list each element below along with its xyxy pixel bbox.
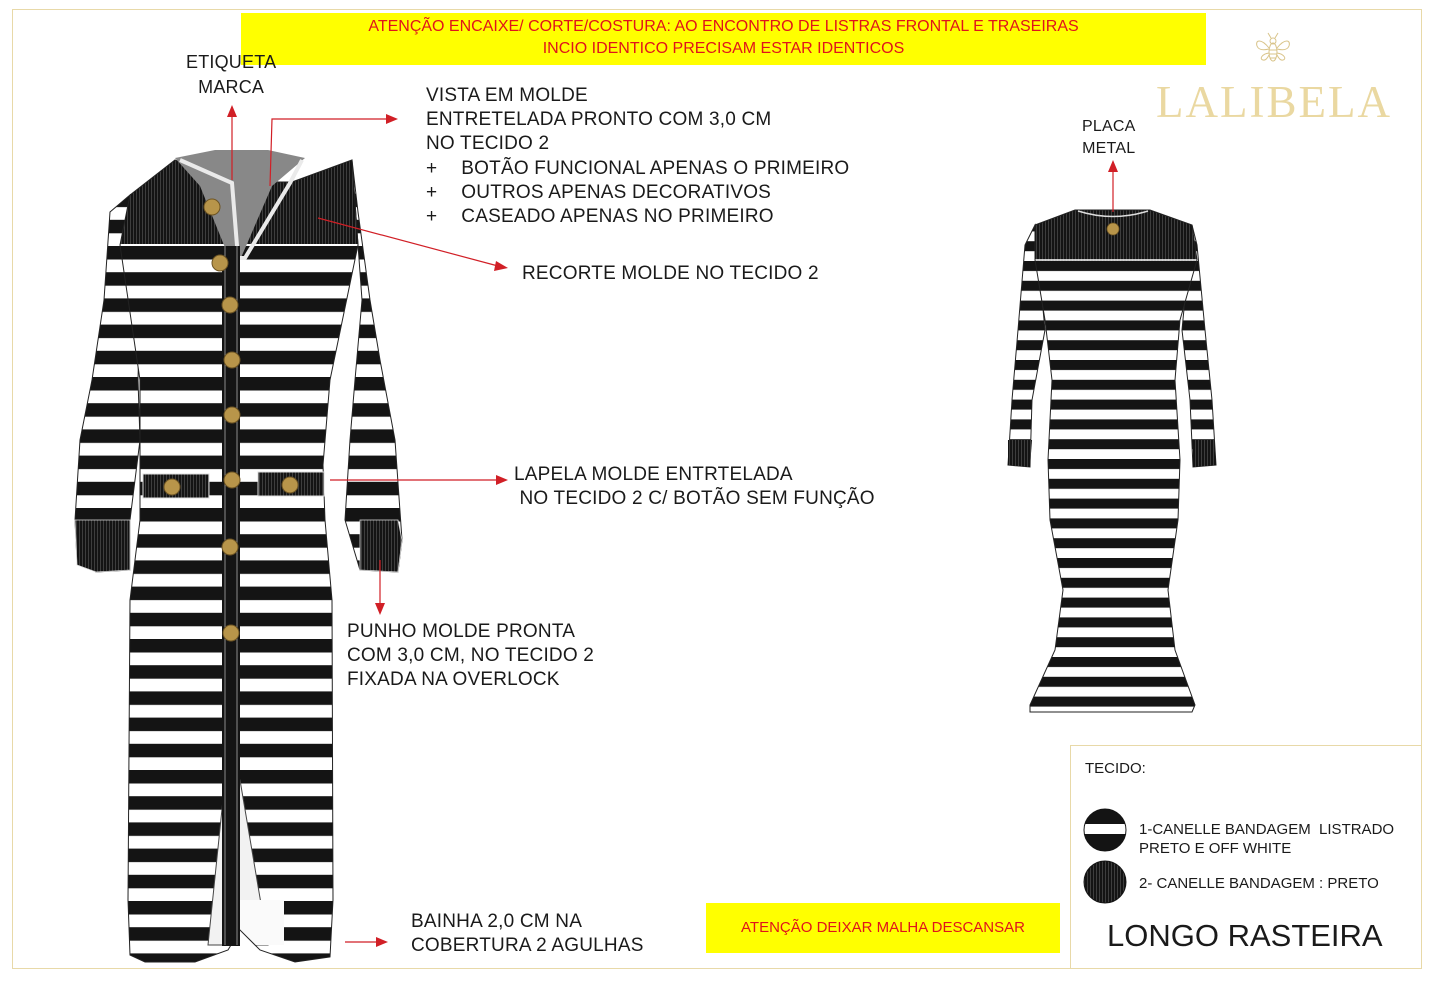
button (164, 479, 180, 495)
note-item (426, 205, 849, 229)
vista-label (426, 84, 771, 156)
punho-line-2: COM 3,0 CM, NO TECIDO 2 (347, 645, 595, 666)
bullet-mark: + (426, 206, 438, 227)
etiqueta-line-2: MARCA (198, 77, 265, 97)
placa-line-1: PLACA (1082, 118, 1136, 135)
striped-fabric-swatch-icon (1083, 808, 1127, 852)
vista-line-3: NO TECIDO 2 (426, 133, 550, 154)
vista-line-1: VISTA EM MOLDE (426, 85, 588, 106)
note-text: CASEADO APENAS NO PRIMEIRO (461, 206, 774, 227)
legend-title: TECIDO: (1085, 760, 1146, 777)
button (204, 199, 220, 215)
recorte-label: RECORTE MOLDE NO TECIDO 2 (522, 263, 819, 284)
black-rib-fabric-swatch-icon (1083, 860, 1127, 904)
lapela-line-2: NO TECIDO 2 C/ BOTÃO SEM FUNÇÃO (514, 488, 875, 509)
banner-line-2: INCIO IDENTICO PRECISAM ESTAR IDENTICOS (542, 40, 905, 57)
banner-line-1: ATENÇÃO ENCAIXE/ CORTE/COSTURA: AO ENCONTRO DE LISTRAS FRONTAL E TRASEIRAS (368, 18, 1079, 35)
button (282, 477, 298, 493)
button (222, 539, 238, 555)
style-name: LONGO RASTEIRA (1107, 918, 1383, 953)
vista-line-2: ENTRETELADA PRONTO COM 3,0 CM (426, 109, 772, 130)
left-cuff (75, 520, 130, 572)
bainha-line-2: COBERTURA 2 AGULHAS (411, 935, 644, 956)
placa-line-2: METAL (1082, 140, 1136, 157)
note-text: OUTROS APENAS DECORATIVOS (461, 182, 772, 203)
button (224, 472, 240, 488)
legend-item-1-line-2: PRETO E OFF WHITE (1139, 840, 1292, 857)
legend-item-1-line-1: 1-CANELLE BANDAGEM LISTRADO (1139, 821, 1395, 838)
etiqueta-marca-label (186, 50, 276, 100)
brand-logo-text: LALIBELA (1156, 77, 1392, 127)
metal-plate-bee (1107, 223, 1119, 235)
right-cuff (360, 520, 402, 572)
button-notes (426, 157, 849, 229)
bullet-mark: + (426, 158, 438, 179)
punho-label (347, 620, 594, 692)
bainha-label (411, 910, 644, 958)
legend-item-2-line-1: 2- CANELLE BANDAGEM : PRETO (1139, 875, 1379, 892)
rest-fabric-warning: ATENÇÃO DEIXAR MALHA DESCANSAR (706, 903, 1060, 953)
back-dress-sketch (1008, 200, 1216, 720)
lapela-line-1: LAPELA MOLDE ENTRTELADA (514, 464, 793, 485)
note-item (426, 181, 849, 205)
note-item (426, 157, 849, 181)
punho-line-3: FIXADA NA OVERLOCK (347, 669, 560, 690)
bainha-line-1: BAINHA 2,0 CM NA (411, 911, 583, 932)
fabric-legend (1070, 745, 1422, 969)
button (224, 407, 240, 423)
bullet-mark: + (426, 182, 438, 203)
button (212, 255, 228, 271)
etiqueta-line-1: ETIQUETA (186, 52, 277, 72)
note-text: BOTÃO FUNCIONAL APENAS O PRIMEIRO (461, 158, 850, 179)
placa-metal-label (1082, 116, 1135, 160)
lapela-label (514, 463, 875, 511)
front-dress-sketch (75, 150, 402, 970)
punho-line-1: PUNHO MOLDE PRONTA (347, 621, 576, 642)
button (222, 297, 238, 313)
button (223, 625, 239, 641)
front-placket (222, 246, 240, 946)
button (224, 352, 240, 368)
